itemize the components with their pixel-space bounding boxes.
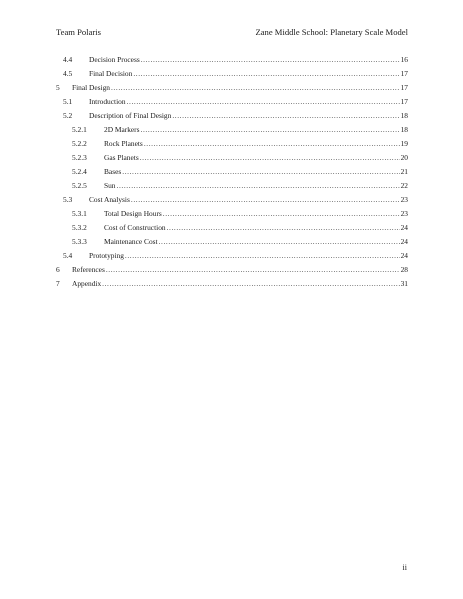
toc-entry[interactable] [56,53,408,67]
dot-leader [141,53,400,67]
dot-leader [163,207,400,221]
toc-entry-page: 17 [400,83,408,92]
toc-entry[interactable] [56,165,408,179]
toc-entry-page: 24 [400,251,408,260]
toc-entry-title: Prototyping [89,251,124,260]
toc-entry-page: 17 [400,97,408,106]
toc-entry[interactable] [56,221,408,235]
dot-leader [111,81,400,95]
toc-entry-page: 24 [400,223,408,232]
toc-entry-page: 20 [400,153,408,162]
toc-entry[interactable] [56,249,408,263]
toc-entry-number: 5.3.2 [72,223,87,232]
toc-entry-page: 23 [400,209,408,218]
toc-entry-title-line [72,277,408,291]
toc-entry-title: 2D Markers [104,125,140,134]
toc-entry-page: 22 [400,181,408,190]
toc-entry-number: 4.4 [63,55,73,64]
toc-entry-page: 28 [400,265,408,274]
toc-entry-title-line [89,67,408,81]
toc-entry-number: 5.2 [63,111,73,120]
toc-entry-title-line [89,109,408,123]
toc-entry-title-line [89,53,408,67]
toc-entry[interactable] [56,235,408,249]
header-document-title: Zane Middle School: Planetary Scale Model [255,27,408,37]
dot-leader [131,193,400,207]
toc-entry[interactable] [56,123,408,137]
dot-leader [117,179,400,193]
dot-leader [141,123,400,137]
toc-entry-title-line [104,137,408,151]
toc-entry-number: 5.2.4 [72,167,87,176]
dot-leader [144,137,400,151]
dot-leader [122,165,399,179]
toc-entry[interactable] [56,95,408,109]
toc-entry[interactable] [56,151,408,165]
dot-leader [102,277,399,291]
toc-entry-number: 7 [56,279,60,288]
toc-entry-title-line [89,249,408,263]
toc-entry-number: 5.3.1 [72,209,87,218]
toc-entry-page: 23 [400,195,408,204]
toc-entry-title: Description of Final Design [89,111,172,120]
dot-leader [106,263,400,277]
dot-leader [167,221,400,235]
toc-entry-page: 19 [400,139,408,148]
toc-entry[interactable] [56,207,408,221]
dot-leader [159,235,400,249]
toc-entry-page: 31 [400,279,408,288]
toc-entry-title-line [89,193,408,207]
toc-entry-title: Final Decision [89,69,133,78]
toc-entry[interactable] [56,137,408,151]
toc-entry-title-line [89,95,408,109]
toc-entry-number: 5.3 [63,195,73,204]
toc-entry-title: References [72,265,105,274]
dot-leader [133,67,399,81]
dot-leader [172,109,399,123]
toc-entry-number: 6 [56,265,60,274]
toc-entry-title: Sun [104,181,116,190]
toc-entry-title: Rock Planets [104,139,143,148]
toc-entry-title-line [72,263,408,277]
toc-entry-title: Decision Process [89,55,140,64]
toc-entry[interactable] [56,263,408,277]
toc-entry-title: Bases [104,167,122,176]
toc-entry[interactable] [56,193,408,207]
toc-entry-title-line [104,221,408,235]
toc-entry-title: Maintenance Cost [104,237,158,246]
toc-entry-title-line [104,235,408,249]
dot-leader [125,249,400,263]
toc-entry-page: 18 [400,111,408,120]
toc-entry-title-line [104,151,408,165]
toc-entry-title-line [104,179,408,193]
toc-entry[interactable] [56,67,408,81]
toc-entry-page: 17 [400,69,408,78]
dot-leader [140,151,400,165]
toc-entry-page: 24 [400,237,408,246]
toc-entry-title-line [104,123,408,137]
toc-entry-title: Cost of Construction [104,223,166,232]
toc-entry-number: 5 [56,83,60,92]
toc-entry[interactable] [56,277,408,291]
toc-entry-number: 5.4 [63,251,73,260]
toc-entry[interactable] [56,81,408,95]
toc-entry-number: 5.2.3 [72,153,87,162]
toc-entry-title-line [104,207,408,221]
toc-entry-title: Gas Planets [104,153,139,162]
toc-entry-title: Introduction [89,97,126,106]
toc-entry-title-line [104,165,408,179]
toc-entry-number: 4.5 [63,69,73,78]
page-number: ii [402,563,407,572]
dot-leader [127,95,400,109]
toc-entry-number: 5.3.3 [72,237,87,246]
header-team-name: Team Polaris [56,27,101,37]
toc-entry-title: Final Design [72,83,110,92]
toc-entry-title-line [72,81,408,95]
toc-entry-page: 16 [400,55,408,64]
table-of-contents [56,53,408,291]
toc-entry-title: Appendix [72,279,102,288]
toc-entry[interactable] [56,109,408,123]
toc-entry-number: 5.2.2 [72,139,87,148]
toc-entry-title: Total Design Hours [104,209,162,218]
toc-entry-number: 5.2.5 [72,181,87,190]
toc-entry[interactable] [56,179,408,193]
toc-entry-page: 21 [400,167,408,176]
toc-entry-number: 5.2.1 [72,125,87,134]
toc-entry-number: 5.1 [63,97,73,106]
toc-entry-title: Cost Analysis [89,195,130,204]
toc-entry-page: 18 [400,125,408,134]
